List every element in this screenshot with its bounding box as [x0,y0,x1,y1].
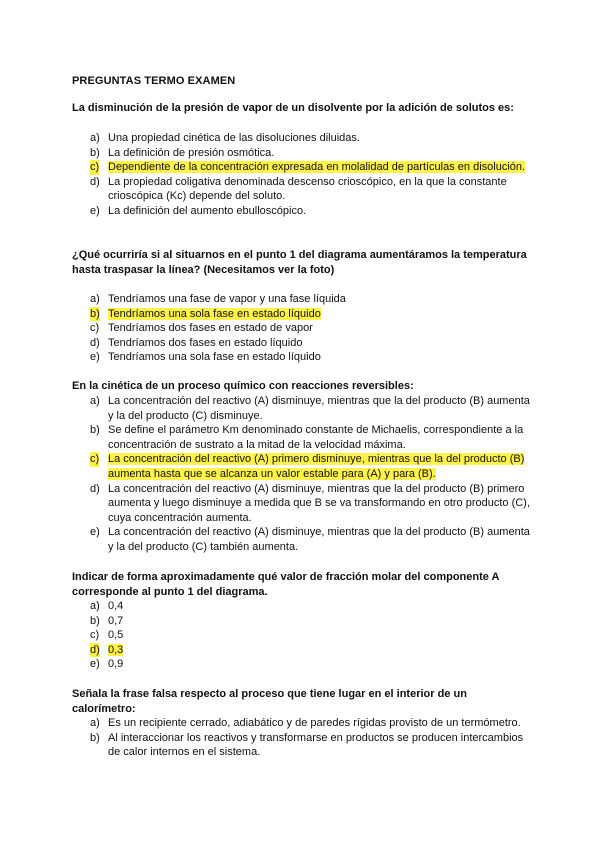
option-1e [90,204,536,219]
option-text: La definición de presión osmótica. [108,146,275,159]
option-text: Una propiedad cinética de las disoluciones diluidas. [108,132,360,144]
question-5: Señala la frase falsa respecto al proceso que tiene lugar en el interior de un calorímetro: [72,688,467,715]
option-4a [90,599,536,614]
option-text: Es un recipiente cerrado, adiabático y de paredes rígidas provisto de un termómetro. [108,717,521,729]
option-text: Tendríamos una sola fase en estado líquido [108,307,321,320]
option-text: Tendríamos dos fases en estado de vapor [108,322,313,335]
question-2-options [90,292,536,365]
option-letter: c) [90,629,100,642]
question-1: La disminución de la presión de vapor de un disolvente por la adición de solutos es: [72,102,514,114]
option-4c [90,628,536,643]
question-4: Indicar de forma aproximadamente qué valor de fracción molar del componente A corresponde al punto 1 del diagrama. [72,571,500,598]
option-letter: a) [90,293,100,305]
option-letter: a) [90,395,100,407]
option-letter: d) [90,175,100,188]
option-text: Se define el parámetro Km denominado constante de Michaelis, correspondiente a la concentración de sustrato a la mitad de la velocidad máxima. [108,424,524,451]
option-letter: a) [90,717,100,729]
option-text: La concentración del reactivo (A) disminuye, mientras que la del producto (B) primero aumenta y luego disminuye a medida que B se va transformando en otro producto (C), cuya concentración aumenta. [108,482,530,524]
option-letter: c) [90,161,100,174]
option-1a [90,131,536,146]
option-2c [90,321,536,336]
option-letter: d) [90,336,100,349]
option-text: 0,9 [108,658,124,671]
option-3b [90,423,536,452]
question-4-options [90,599,536,672]
option-text: La definición del aumento ebulloscópico. [108,204,307,217]
option-2e [90,350,536,365]
option-letter: e) [90,204,100,217]
document-title: PREGUNTAS TERMO EXAMEN [72,75,236,87]
option-text: La concentración del reactivo (A) disminuye, mientras que la del producto (B) aumenta y la del producto (C) disminuye. [108,395,530,422]
option-letter: b) [90,424,100,437]
option-5b [90,731,536,760]
question-3-options [90,394,536,555]
option-letter: b) [90,614,100,627]
option-text: Tendríamos una fase de vapor y una fase líquida [108,293,346,305]
option-text: Tendríamos una sola fase en estado líquido [108,351,321,364]
option-letter: e) [90,658,100,671]
question-2: ¿Qué ocurriría si al situarnos en el punto 1 del diagrama aumentáramos la temperatura hasta traspasar la línea? (Necesitamos ver la foto) [72,249,527,276]
option-3e [90,525,536,554]
question-5-options [90,716,536,760]
option-letter: a) [90,600,100,612]
option-letter: a) [90,132,100,144]
option-letter: b) [90,146,100,159]
option-1b [90,146,536,161]
option-letter: e) [90,526,100,539]
question-3: En la cinética de un proceso químico con reacciones reversibles: [72,380,414,392]
option-2b-highlighted [90,307,536,322]
option-text: 0,7 [108,614,124,627]
option-1d [90,175,536,204]
option-4b [90,614,536,629]
option-letter: c) [90,322,100,335]
option-4d-highlighted [90,643,536,658]
option-letter: c) [90,453,100,466]
option-text: Al interaccionar los reactivos y transformarse en productos se producen intercambios de calor internos en el sistema. [108,731,524,759]
option-letter: e) [90,351,100,364]
option-3d [90,482,536,526]
option-2d [90,336,536,351]
option-text: La concentración del reactivo (A) disminuye, mientras que la del producto (B) aumenta y la del producto (C) también aumenta. [108,526,530,553]
option-1c-highlighted [90,160,536,175]
option-3c-highlighted [90,452,536,481]
option-text: Tendríamos dos fases en estado líquido [108,336,303,349]
option-2a [90,292,536,307]
option-text: Dependiente de la concentración expresada en molalidad de partículas en disolución. [108,161,526,174]
option-5a [90,716,536,731]
option-3a [90,394,536,423]
option-text: La propiedad coligativa denominada descenso crioscópico, en la que la constante crioscópica (Kc) depende del soluto. [108,175,507,203]
option-letter: d) [90,643,100,656]
option-letter: d) [90,482,100,495]
option-letter: b) [90,731,100,744]
option-text: 0,4 [108,600,124,612]
option-text: 0,5 [108,629,124,642]
question-1-options [90,131,536,219]
option-letter: b) [90,307,100,320]
option-text: La concentración del reactivo (A) primero disminuye, mientras que la del producto (B) aumenta hasta que se alcanza un valor estable para (A) y para (B). [108,453,525,480]
option-text: 0,3 [108,643,124,656]
option-4e [90,657,536,672]
